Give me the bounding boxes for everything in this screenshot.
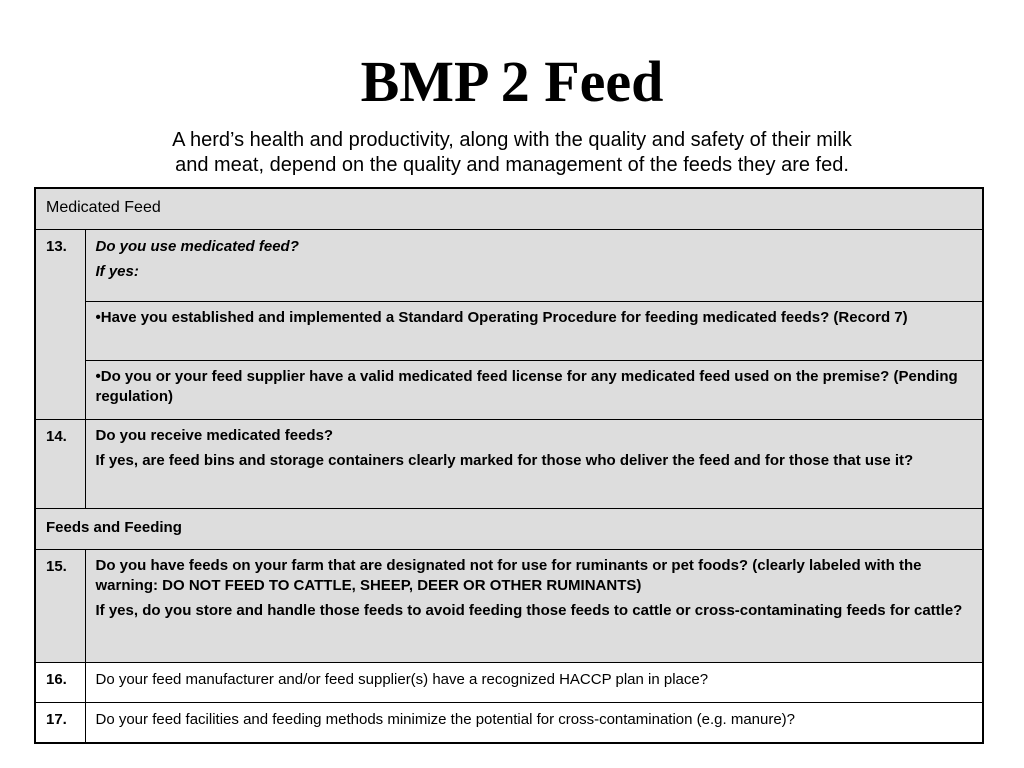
slide-title: BMP 2 Feed (360, 49, 664, 114)
question-number-15: 15. (35, 550, 85, 663)
question-15-text: Do you have feeds on your farm that are designated not for use for ruminants or pet foods? (clearly labeled with the warning: DO NOT FEED TO CATTLE, SHEEP, DEER OR OTHER RUMINANTS) (95, 557, 922, 594)
question-17-text: Do your feed facilities and feeding methods minimize the potential for cross-contamination (e.g. manure)? (85, 703, 983, 744)
subtitle-line-1: A herd’s health and productivity, along with the quality and safety of their milk (172, 129, 852, 151)
table-row-q15 (35, 550, 983, 663)
question-13-subitem-1: •Have you established and implemented a Standard Operating Procedure for feeding medicated feeds? (Record 7) (85, 302, 983, 361)
question-number-13: 13. (35, 230, 85, 420)
table-row-q16 (35, 663, 983, 703)
slide-subtitle (60, 128, 964, 178)
question-number-16: 16. (35, 663, 85, 703)
section-label-feeds-and-feeding: Feeds and Feeding (35, 509, 983, 550)
table-row-q13-sub1 (35, 302, 983, 361)
question-14-text: Do you receive medicated feeds? (95, 427, 334, 444)
question-number-14: 14. (35, 420, 85, 509)
table-row-q13 (35, 230, 983, 302)
table-row-q17 (35, 703, 983, 744)
table-row-q13-sub2 (35, 361, 983, 420)
question-15-cell (85, 550, 983, 663)
table-row-q14 (35, 420, 983, 509)
question-13-subitem-2: •Do you or your feed supplier have a valid medicated feed license for any medicated feed used on the premise? (Pending regulation) (85, 361, 983, 420)
question-13-if-yes: If yes: (95, 263, 139, 280)
section-label-medicated-feed: Medicated Feed (35, 188, 983, 230)
question-13-cell (85, 230, 983, 302)
question-16-text: Do your feed manufacturer and/or feed supplier(s) have a recognized HACCP plan in place? (85, 663, 983, 703)
bmp-checklist-table (34, 187, 984, 744)
question-14-followup: If yes, are feed bins and storage containers clearly marked for those who deliver the feed and for those that use it? (95, 452, 914, 469)
question-14-cell (85, 420, 983, 509)
question-15-followup: If yes, do you store and handle those feeds to avoid feeding those feeds to cattle or cross-contaminating feeds for cattle? (95, 602, 963, 619)
question-13-text: Do you use medicated feed? (95, 238, 299, 255)
subtitle-line-2: and meat, depend on the quality and management of the feeds they are fed. (175, 154, 849, 176)
section-header-medicated-feed (35, 188, 983, 230)
question-number-17: 17. (35, 703, 85, 744)
section-header-feeds-and-feeding (35, 509, 983, 550)
